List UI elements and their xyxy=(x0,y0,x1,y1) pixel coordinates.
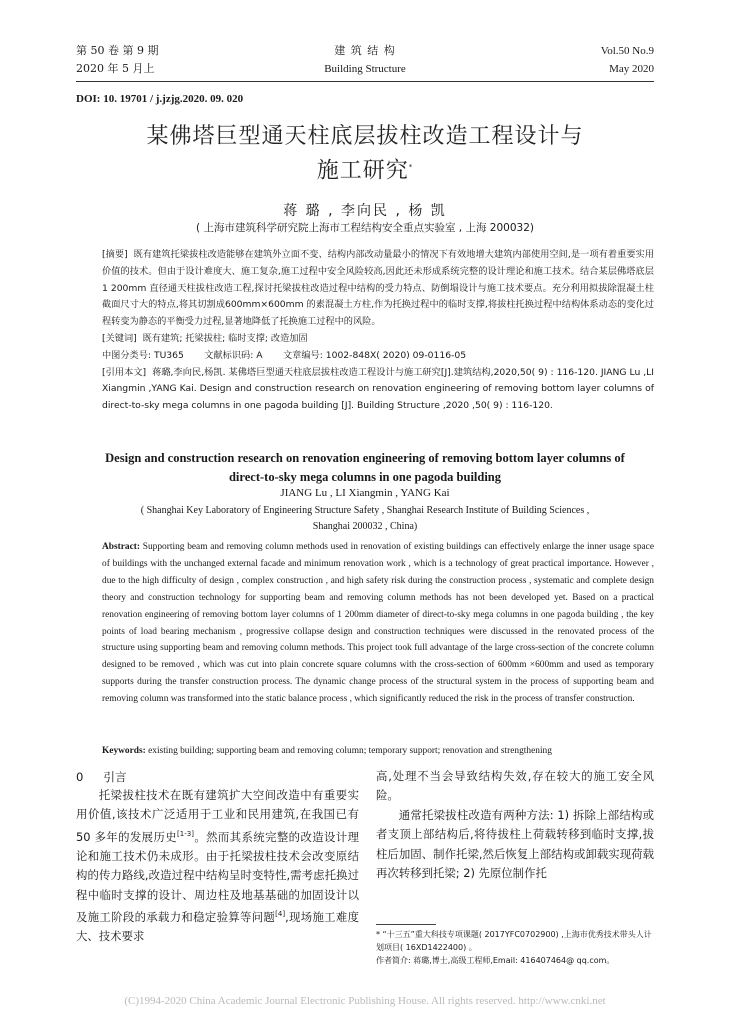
header-journal-cn: 建 筑 结 构 xyxy=(334,44,396,57)
footnote-author: 作者简介: 蒋璐,博士,高级工程师,Email: 416407464@ qq.com。 xyxy=(376,956,615,965)
paragraph-1-end: 高,处理不当会导致结构失效,存在较大的施工安全风险。 xyxy=(376,769,654,803)
abstract-block-cn xyxy=(102,247,654,415)
header-rule xyxy=(76,81,654,82)
keywords-cn xyxy=(102,331,654,348)
abstract-cn xyxy=(102,247,654,331)
title-en-line-2: direct-to-sky mega columns in one pagoda building xyxy=(228,469,502,484)
affiliation-cn: ( 上海市建筑科学研究院上海市工程结构安全重点实验室 , 上海 200032) xyxy=(196,222,534,234)
header-volume: 第 50 卷 第 9 期 xyxy=(76,44,159,57)
paragraph-2: 通常托梁拔柱改造有两种方法: 1) 拆除上部结构或者支顶上部结构后,将待拔柱上荷载转移到临时支撑,拔柱后加固、制作托梁,然后恢复上部结构或卸载实现荷载再次转移到托梁; 2) 先原位制作托 xyxy=(376,807,654,881)
paper-title-en xyxy=(90,449,640,486)
clc-number: 中图分类号: TU365 xyxy=(102,349,184,361)
paragraph-1-part-a: 托梁拔柱技术在既有建筑扩大空间改造中有重要实用价值,该技术广泛适用于工业和民用建筑,在我国已有 50 多年的发展历史 xyxy=(76,788,359,844)
article-number: 文章编号: 1002-848X( 2020) 09-0116-05 xyxy=(282,349,467,361)
citation-ref-1: [1-3] xyxy=(177,829,194,838)
citation xyxy=(102,365,654,415)
header-date-en: May 2020 xyxy=(609,63,654,75)
body-column-left xyxy=(76,786,359,947)
abstract-cn-text: 既有建筑托梁拔柱改造能够在建筑外立面不变、结构内部改动量最小的情况下有效地增大建筑内部使用空间,是一项有着重要实用价值的技术。但由于设计难度大、施工复杂,施工过程中安全风险较高,因此还未形成系统完整的设计理论和施工技术。结合某层佛塔底层 1 200mm 直径通天柱拔柱改造工程,探讨托梁拔柱改造过程中结构的受力特点、防倒塌设计与施工技术要点。充分利用拟拔除混凝土柱截面尺寸大的特点,将其切割成600mm×600mm 的素混凝土方柱,作为托换过程中的临时支撑,将拔柱托换过程中结构体系动态的变化过程转变为静态的平衡受力过程,显著地降低了托换施工过程中的风险。 xyxy=(102,249,655,328)
title-line-2 xyxy=(90,152,640,186)
authors-cn: 蒋 璐 , 李向民 , 杨 凯 xyxy=(283,203,447,219)
footnote xyxy=(376,928,654,967)
abstract-en-label: Abstract: xyxy=(102,542,141,552)
title-line-2-text: 施工研究 xyxy=(316,158,409,184)
citation-text: 蒋璐,李向民,杨凯. 某佛塔巨型通天柱底层拔柱改造工程设计与施工研究[J].建筑结构,2020,50( 9) : 116-120. JIANG Lu ,LI Xiangmin ,YANG Kai. Design and construction research on renovation engineering of removing bottom layer columns of direct-to-sky mega columns in one pagoda building [J]. Building Structure ,2020 ,50( 9) : 116-120. xyxy=(102,366,655,412)
footnote-fund: * “十三五”重大科技专项课题( 2017YFC0702900) ,上海市优秀技术带头人计划项目( 16XD1422400) 。 xyxy=(376,930,652,952)
abstract-en xyxy=(102,539,654,708)
paragraph-1 xyxy=(76,786,359,947)
section-title: 引言 xyxy=(103,770,127,784)
keywords-cn-text: 既有建筑; 托梁拔柱; 临时支撑; 改造加固 xyxy=(142,332,308,344)
body-column-right xyxy=(376,767,654,883)
header-journal-en: Building Structure xyxy=(324,63,406,75)
citation-ref-2: [4] xyxy=(275,910,286,919)
paragraph-1-part-c: ,现场施工难度大、技术要求 xyxy=(76,910,359,944)
doi: DOI: 10. 19701 / j.jzjg.2020. 09. 020 xyxy=(76,93,244,105)
keywords-en-label: Keywords: xyxy=(102,746,146,756)
keywords-cn-label: [关键词] xyxy=(102,332,137,344)
authors-en: JIANG Lu , LI Xiangmin , YANG Kai xyxy=(280,487,450,499)
title-footnote-mark: * xyxy=(408,163,414,171)
affiliation-en-line-2: Shanghai 200032 , China) xyxy=(312,521,418,532)
paper-title-cn xyxy=(90,121,640,186)
header-date: 2020 年 5 月上 xyxy=(76,62,155,75)
classification-line xyxy=(102,348,654,365)
title-en-line-1: Design and construction research on renovation engineering of removing bottom layer columns of xyxy=(105,451,625,465)
affiliation-en-line-1: ( Shanghai Key Laboratory of Engineering Structure Safety , Shanghai Research Institute of Building Sciences , xyxy=(140,505,590,516)
affiliation-en xyxy=(90,503,640,535)
paragraph-1-part-b: 。然而其系统完整的改造设计理论和施工技术仍未成形。由于托梁拔柱技术会改变原结构的传力路线,改造过程中结构呈时变特性,需考虑托换过程中临时支撑的设计、周边柱及地基基础的加固设计以及施工阶段的承载力和稳定验算等问题 xyxy=(76,829,359,925)
keywords-en-text: existing building; supporting beam and removing column; temporary support; renovation and strengthening xyxy=(148,746,552,756)
watermark: (C)1994-2020 China Academic Journal Electronic Publishing House. All rights reserved. http://www.cnki.net xyxy=(124,995,606,1007)
title-line-1: 某佛塔巨型通天柱底层拔柱改造工程设计与 xyxy=(146,124,584,149)
footnote-rule xyxy=(376,924,436,925)
abstract-en-text: Supporting beam and removing column methods used in renovation of existing buildings can effectively enlarge the inner usage space of buildings with the unchanged external facade and minimum renovation work , which is a technology of great practical importance. However , due to the high difficulty of design , complex construction , and high safety risk during the construction process , systematic and complete design theory and construction technology for supporting beam and removing column methods has not been developed yet. Based on a practical renovation engineering of removing bottom layer columns of 1 200mm diameter of direct-to-sky mega columns in one pagoda building , the key points of load bearing mechanism , progressive collapse design and construction techniques were discussed in the renovated process of the structure using supporting beam and removing column methods. This project took full advantage of the large cross-section of the concrete column designed to be removed , which was cut into plain concrete square columns with the cross-section of 600mm ×600mm and used as temporary supports during the transfer construction process. The dynamic change process of the structural system in the process of supporting beam and removing column was transformed into the static balance process , which significantly reduced the risk in the process of transfer construction. xyxy=(102,542,654,705)
keywords-en xyxy=(102,744,654,758)
citation-label: [引用本文] xyxy=(102,366,147,378)
section-heading xyxy=(76,769,127,785)
header-vol-en: Vol.50 No.9 xyxy=(600,45,654,57)
document-code: 文献标识码: A xyxy=(204,349,263,361)
abstract-cn-label: [摘要] xyxy=(102,249,128,260)
section-number: 0 xyxy=(76,770,84,784)
